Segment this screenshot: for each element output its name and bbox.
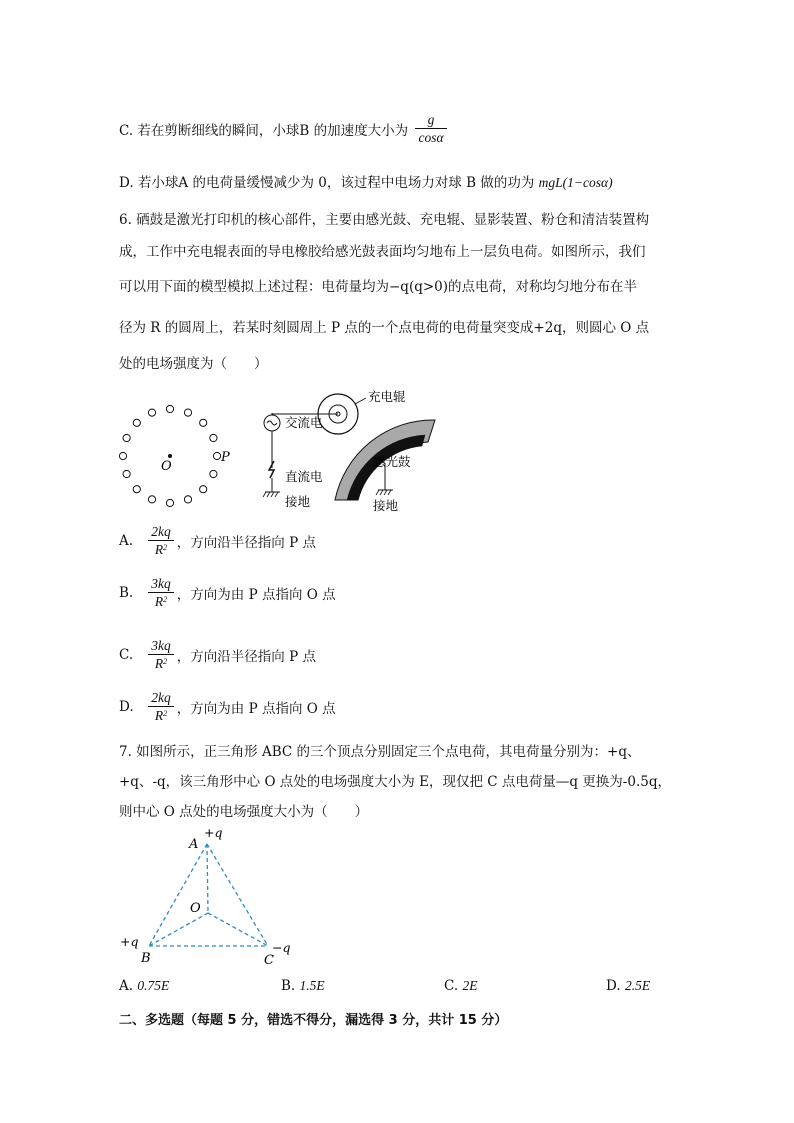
point-charge	[119, 452, 126, 459]
q5-option-d-text: D. 若小球A 的电荷量缓慢减少为 0，该过程中电场力对球 B 做的功为	[119, 175, 535, 191]
denominator-base: R	[154, 594, 164, 609]
option-value: 1.5E	[299, 978, 325, 993]
ground-label-right: 接地	[373, 498, 399, 513]
q7-option-a	[119, 978, 169, 994]
option-text: ，方向沿半径指向 P 点	[176, 649, 316, 665]
option-text: ，方向为由 P 点指向 O 点	[176, 701, 336, 717]
q7-triangle-figure	[112, 822, 302, 972]
denominator-exponent: 2	[163, 595, 168, 604]
q5-option-d-formula: mgL(1−cosα)	[538, 175, 613, 190]
option-value: 0.75E	[137, 978, 170, 993]
q5-option-c-text: C. 若在剪断细线的瞬间，小球B 的加速度大小为	[119, 123, 409, 139]
point-charge	[200, 419, 207, 426]
denominator-base: R	[154, 656, 164, 671]
q7-option-b	[281, 978, 325, 994]
fraction-denominator	[148, 706, 174, 724]
q6-stem-line-2: 成，工作中充电辊表面的导电橡胶给感光鼓表面均匀地布上一层负电荷。如图所示，我们	[119, 244, 646, 260]
fraction-denominator	[148, 540, 174, 558]
fraction-numerator: g	[427, 112, 435, 127]
fraction-denominator	[148, 592, 174, 610]
vertex-c: C	[264, 953, 274, 968]
q6-stem-line-5: 处的电场强度为（ ）	[119, 356, 268, 372]
option-fraction	[148, 576, 174, 610]
point-charge	[133, 486, 140, 493]
fraction-denominator	[148, 654, 174, 672]
q6-option-b	[119, 576, 336, 610]
segment-co	[208, 913, 268, 946]
denominator-exponent: 2	[163, 543, 168, 552]
charge-b: +q	[120, 934, 139, 949]
charge-a: +q	[204, 825, 223, 840]
option-label: D.	[119, 699, 134, 715]
option-label: A.	[119, 533, 134, 549]
q6-stem-line-4: 径为 R 的圆周上，若某时刻圆周上 P 点的一个点电荷的电荷量突变成+2q，则圆心 O 点	[119, 320, 650, 336]
ground-label-left: 接地	[285, 494, 311, 509]
center-point	[168, 454, 172, 458]
fraction-numerator: 3kq	[151, 638, 171, 653]
vertex-b: B	[141, 951, 151, 966]
point-charge	[184, 409, 191, 416]
fraction-denominator: cosα	[415, 128, 446, 146]
point-charge	[200, 486, 207, 493]
q5-option-c-fraction	[415, 112, 446, 146]
roller-label: 充电辊	[368, 389, 406, 404]
option-fraction	[148, 638, 174, 672]
q6-drum-figure	[255, 383, 455, 518]
q7-stem-line-1: 7. 如图所示，正三角形 ABC 的三个顶点分别固定三个点电荷，其电荷量分别为：+q、	[119, 744, 641, 760]
q6-stem-line-3: 可以用下面的模型模拟上述过程：电荷量均为−q(q>0)的点电荷，对称均匀地分布在半	[119, 279, 638, 295]
option-text: ，方向为由 P 点指向 O 点	[176, 587, 336, 603]
q5-option-c	[119, 112, 450, 146]
option-label: C.	[444, 978, 459, 994]
point-charge	[148, 496, 155, 503]
denominator-exponent: 2	[163, 657, 168, 666]
denominator-exponent: 2	[163, 709, 168, 718]
q6-option-d	[119, 690, 336, 724]
point-charge	[210, 470, 217, 477]
ac-label: 交流电	[285, 415, 323, 430]
drum-label: 感光鼓	[373, 454, 411, 469]
roller-leader-line	[355, 398, 366, 404]
q7-stem-line-3: 则中心 O 点处的电场强度大小为（ ）	[119, 804, 369, 820]
dc-label: 直流电	[285, 469, 323, 484]
point-charge	[123, 434, 130, 441]
fraction-numerator: 3kq	[151, 576, 171, 591]
q7-stem-line-2: +q、-q，该三角形中心 O 点处的电场强度大小为 E，现仅把 C 点电荷量—q 更换为-0.5q，	[119, 774, 671, 790]
side-ab	[149, 844, 207, 946]
q7-option-d	[606, 978, 650, 994]
segment-ao	[207, 844, 208, 913]
q6-stem-line-1: 6. 硒鼓是激光打印机的核心部件，主要由感光鼓、充电辊、显影装置、粉仓和清洁装置构	[119, 212, 650, 228]
fraction-numerator: 2kq	[151, 524, 171, 539]
fraction-numerator: 2kq	[151, 690, 171, 705]
q6-option-c	[119, 638, 316, 672]
option-label: C.	[119, 647, 134, 663]
option-label: B.	[119, 585, 134, 601]
point-charge	[184, 496, 191, 503]
side-ac	[207, 844, 268, 946]
option-text: ，方向沿半径指向 P 点	[176, 535, 316, 551]
q6-charge-ring-figure	[110, 398, 240, 510]
denominator-base: R	[154, 542, 164, 557]
point-charge	[148, 409, 155, 416]
point-charge	[210, 434, 217, 441]
point-charge	[166, 499, 173, 506]
point-charge	[213, 452, 220, 459]
option-value: 2E	[462, 978, 478, 993]
q5-option-d	[119, 171, 613, 191]
label-o: O	[161, 459, 172, 474]
option-label: D.	[606, 978, 621, 994]
q7-option-c	[444, 978, 477, 994]
point-charge	[133, 419, 140, 426]
option-fraction	[148, 690, 174, 724]
center-o: O	[190, 901, 201, 916]
point-charge	[123, 470, 130, 477]
point-charge	[166, 405, 173, 412]
vertex-a: A	[189, 837, 199, 852]
triangle-lines	[149, 844, 268, 946]
section-heading: 二、多选题（每题 5 分，错选不得分，漏选得 3 分，共计 15 分）	[119, 1013, 508, 1028]
option-label: B.	[281, 978, 296, 994]
charge-c: −q	[272, 940, 291, 955]
label-p: P	[221, 450, 230, 465]
option-fraction	[148, 524, 174, 558]
denominator-base: R	[154, 708, 164, 723]
q6-option-a	[119, 524, 316, 558]
option-label: A.	[119, 978, 134, 994]
option-value: 2.5E	[624, 978, 651, 993]
